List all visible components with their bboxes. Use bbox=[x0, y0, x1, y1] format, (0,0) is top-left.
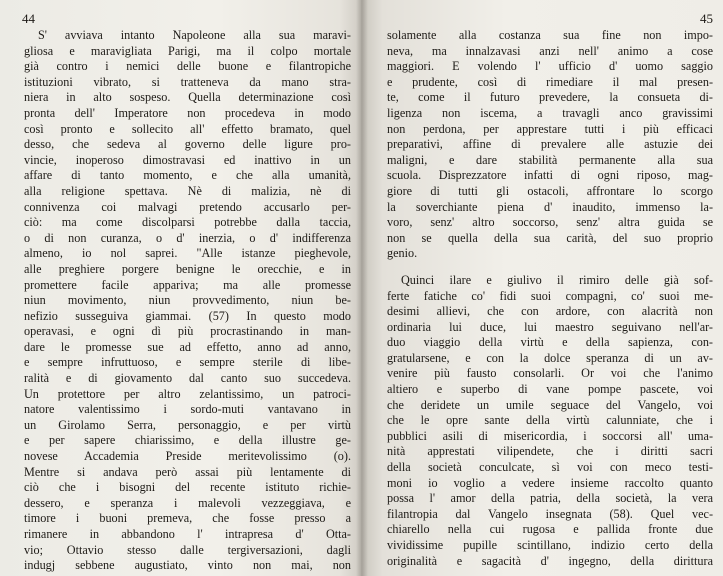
text-line: almeno, io nol saprei. "Alle istanze pieghevole, bbox=[24, 246, 351, 261]
text-line: maligni, e dare stabilità permanente alla sua bbox=[387, 152, 713, 167]
text-line: niera in alto sospeso. Quella determinazione così bbox=[24, 90, 351, 105]
text-line: moni io voglio a vedere insieme raccolto quanto bbox=[387, 475, 713, 490]
text-line: duo viaggio della virtù e della sapienza, con- bbox=[387, 335, 713, 350]
text-line: ciò: ma come discolparsi potrebbe dalla taccia, bbox=[24, 215, 351, 230]
text-line: nefizio susseguiva giammai. (57) In questo modo bbox=[24, 308, 351, 323]
text-line: connivenza coi malvagi pretendo accusarlo per- bbox=[24, 199, 351, 214]
text-line: pronta dell' Imperatore non procedeva in modo bbox=[24, 105, 351, 120]
text-line: la soverchiante piena d' inaudito, immenso la- bbox=[387, 199, 713, 214]
text-line: desso, che sedeva al governo delle ligure pro- bbox=[24, 137, 351, 152]
text-line: indugj sebbene augustiato, vinto non mai, non bbox=[24, 558, 351, 573]
text-line: filantropia dal Vangelo insegnata (58). Quel vec- bbox=[387, 506, 713, 521]
left-page bbox=[0, 0, 361, 576]
text-line: alla religione spettava. Nè di malizia, nè di bbox=[24, 183, 351, 198]
page-number-left: 44 bbox=[22, 11, 35, 26]
text-line: te, come il futuro prevedere, la consueta di- bbox=[387, 90, 713, 105]
text-line: gratularsene, e con la dolce speranza di un av- bbox=[387, 350, 713, 365]
text-line: che le opre sante della virtù calunniate, che i bbox=[387, 413, 713, 428]
text-line: così pronto e sollecito all' effetto bramato, quel bbox=[24, 121, 351, 136]
text-line: novese Accademia Preside meritevolissimo (o). bbox=[24, 449, 351, 464]
text-line: ordinaria lui duce, lui maestro seguivano nell'ar- bbox=[387, 319, 713, 334]
text-line: chiarello nella cui rugosa e pallida fronte due bbox=[387, 522, 713, 537]
text-line: preparativi, affine di prevalere alle astuzie dei bbox=[387, 137, 713, 152]
text-line: ferte fatiche co' fidi suoi compagni, co' suoi me- bbox=[387, 288, 713, 303]
text-line: che deridete un umile seguace del Vangelo, voi bbox=[387, 397, 713, 412]
text-line: istituzioni vibrato, si tratteneva da mano stra- bbox=[24, 74, 351, 89]
text-line: niun movimento, niun provvedimento, niun be- bbox=[24, 293, 351, 308]
text-line: o di non curanza, o d' inerzia, o d' indifferenza bbox=[24, 230, 351, 245]
text-line: ligenza non iscema, a travagli anco gravissimi bbox=[387, 105, 713, 120]
text-line: voro, senz' altro soccorso, senz' altra guida se bbox=[387, 215, 713, 230]
right-page-text bbox=[387, 28, 713, 569]
text-line: operavasi, e ogni dì più procrastinando in man- bbox=[24, 324, 351, 339]
text-line: promettere facile appariva; ma alle promesse bbox=[24, 277, 351, 292]
text-line: vincie, inoperoso dimostravasi ed inattivo in un bbox=[24, 152, 351, 167]
paragraph-gap bbox=[387, 262, 713, 273]
text-line: Un protettore per altro zelantissimo, un patroci- bbox=[24, 386, 351, 401]
text-line: vio; Ottavio stesso dalle tergiversazioni, dagli bbox=[24, 542, 351, 557]
text-line: dessero, e speranza i malevoli vezzeggiava, e bbox=[24, 495, 351, 510]
text-line: solamente alla costanza sua fine non impo- bbox=[387, 28, 713, 42]
text-line: pubblici asili di misericordia, i soccorsi all' uma- bbox=[387, 428, 713, 443]
text-line: un Girolamo Serra, personaggio, e per virtù bbox=[24, 417, 351, 432]
text-line: vividissime pupille scintillano, indizio certo della bbox=[387, 538, 713, 552]
text-line: altiero e superbo di vane pompe pascete, voi bbox=[387, 382, 713, 397]
text-line: scuola. Disprezzatore infatti di ogni riposo, mag- bbox=[387, 168, 713, 183]
text-line: della società conculcate, sì voi con meco testi- bbox=[387, 460, 713, 475]
page-number-right: 45 bbox=[700, 11, 713, 26]
text-line: alle preghiere porgere benigne le orecchie, e in bbox=[24, 261, 351, 276]
text-line: affare di tanto momento, e che alla umanità, bbox=[24, 168, 351, 183]
text-line: venire più fausto consolarli. Or voi che l'animo bbox=[387, 366, 713, 381]
text-line: giore di tutti gli ostacoli, affrontare lo scorgo bbox=[387, 183, 713, 198]
text-line: già contro i nemici delle buone e filantropiche bbox=[24, 59, 351, 74]
text-line: ciò che i bisogni del recente istituto richie- bbox=[24, 480, 351, 495]
text-line: Mentre si andava però assai più lentamente di bbox=[24, 464, 351, 479]
text-line: dare le promesse sue ad effetto, anno ad anno, bbox=[24, 339, 351, 354]
text-line: e per sapere chiarissimo, e della illustre ge- bbox=[24, 433, 351, 448]
text-line: genio. bbox=[387, 246, 418, 261]
text-line: e sempre infruttuoso, e sempre sterile di libe- bbox=[24, 355, 351, 370]
text-line: ralità e di giovamento dal canto suo succedeva. bbox=[24, 371, 351, 386]
text-line: desimi allievi, che con ardore, con alacrità non bbox=[387, 304, 713, 319]
text-line: S' avviava intanto Napoleone alla sua maravi- bbox=[38, 28, 351, 42]
text-line: natore valentissimo i sordo-muti vantavano in bbox=[24, 402, 351, 417]
text-line: originalità e sagacità d' ingegno, della dirittura bbox=[387, 553, 713, 568]
text-line: maggiori. E volendo l' ufficio d' uomo saggio bbox=[387, 59, 713, 74]
text-line: nità apprestati vilipendete, che i diritti sacri bbox=[387, 444, 713, 459]
right-page bbox=[361, 0, 723, 576]
text-line: neva, ma innalzavasi anzi nell' animo a cose bbox=[387, 43, 713, 58]
text-line: Quinci ilare e giulivo il rimiro delle già sof- bbox=[401, 272, 713, 287]
text-line: rimanere in abbandono l' intrapresa d' Otta- bbox=[24, 527, 351, 541]
text-line: possa l' amor della patria, della società, la vera bbox=[387, 491, 713, 506]
text-line: gliosa e maravigliata Parigi, ma il colpo mortale bbox=[24, 43, 351, 58]
text-line: non se quella della sua carità, del suo proprio bbox=[387, 230, 713, 245]
text-line: timore i buoni premeva, che fosse presso a bbox=[24, 511, 351, 526]
left-page-text bbox=[24, 28, 351, 574]
text-line: non perdona, per apprestare tutti i più efficaci bbox=[387, 121, 713, 136]
text-line: e prudente, così di rimediare il mal presen- bbox=[387, 74, 713, 89]
